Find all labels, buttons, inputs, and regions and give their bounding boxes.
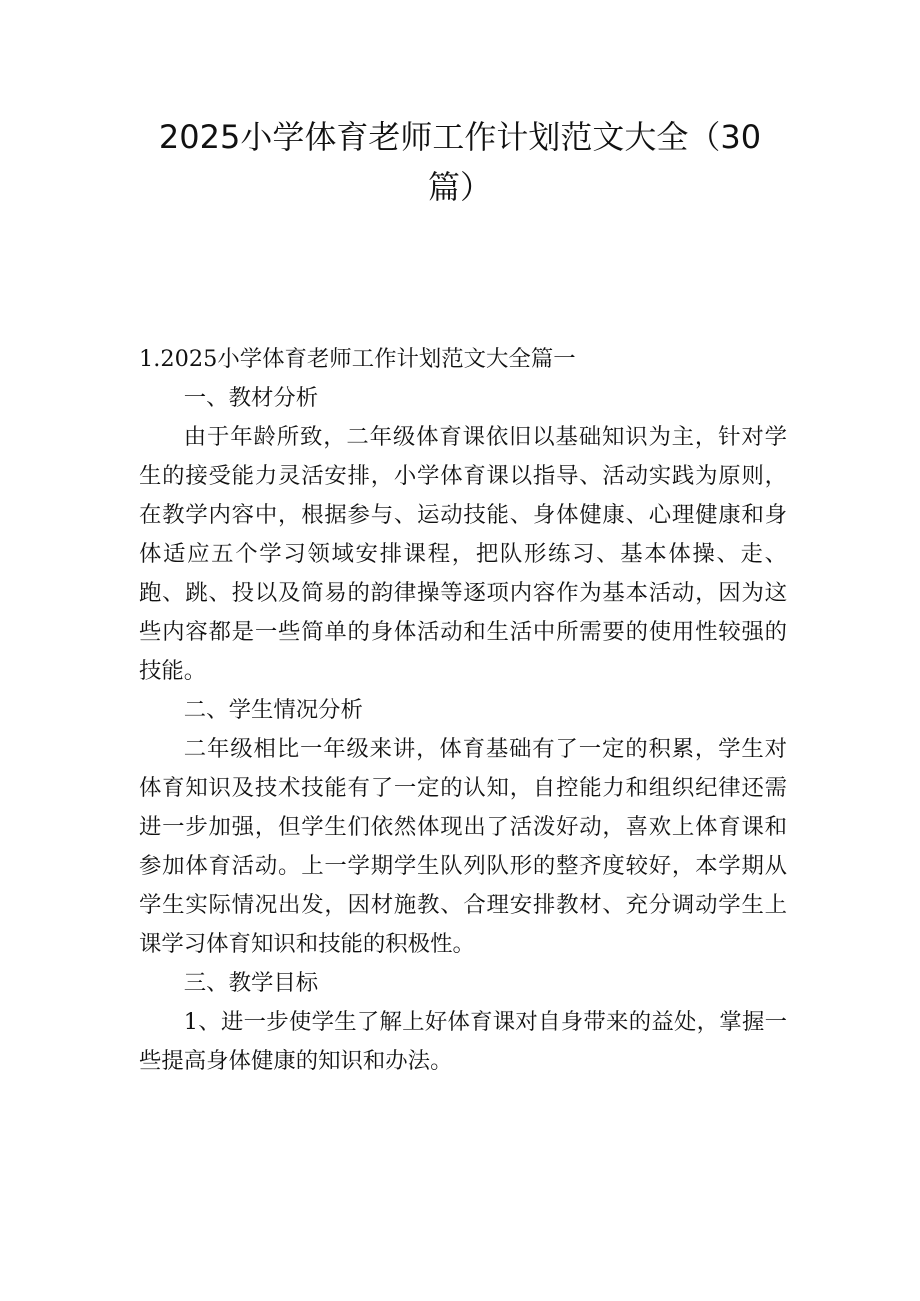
document-body: [139, 340, 787, 1081]
section-paragraph-teaching-material: 由于年龄所致，二年级体育课依旧以基础知识为主，针对学生的接受能力灵活安排，小学体育课以指导、活动实践为原则，在教学内容中，根据参与、运动技能、身体健康、心理健康和身体适应五个学习领域安排课程，把队形练习、基本体操、走、跑、跳、投以及简易的韵律操等逐项内容作为基本活动，因为这些内容都是一些简单的身体活动和生活中所需要的使用性较强的技能。: [139, 424, 787, 684]
document-title-line-1: 2025小学体育老师工作计划范文大全（30: [158, 118, 762, 156]
section-paragraph-student-analysis: 二年级相比一年级来讲，体育基础有了一定的积累，学生对体育知识及技术技能有了一定的认知，自控能力和组织纪律还需进一步加强，但学生们依然体现出了活泼好动，喜欢上体育课和参加体育活动。上一学期学生队列队形的整齐度较好，本学期从学生实际情况出发，因材施教、合理安排教材、充分调动学生上课学习体育知识和技能的积极性。: [139, 736, 787, 957]
section-heading-student-analysis: 二、学生情况分析: [183, 697, 363, 723]
document-title-line-2: 篇）: [427, 168, 492, 206]
section-heading-teaching-goals: 三、教学目标: [183, 970, 319, 996]
section-paragraph-teaching-goals: 1、进一步使学生了解上好体育课对自身带来的益处，掌握一些提高身体健康的知识和办法。: [139, 1009, 787, 1074]
document-title: [130, 112, 790, 212]
section-heading-teaching-material: 一、教材分析: [183, 385, 319, 411]
article-heading: 1.2025小学体育老师工作计划范文大全篇一: [139, 346, 576, 372]
